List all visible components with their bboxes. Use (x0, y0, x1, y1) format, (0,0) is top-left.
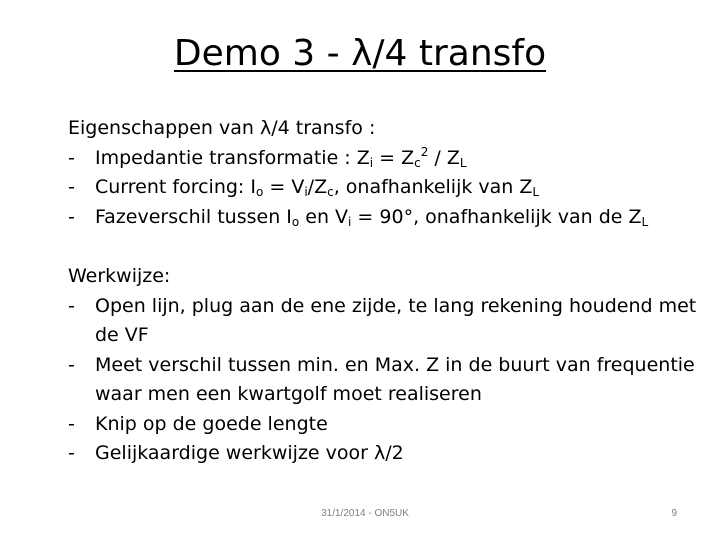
slide-body (68, 114, 708, 469)
method-text: Open lijn, plug aan de ene zijde, te lang rekening houdend met de VF (95, 294, 697, 346)
property-item (68, 203, 708, 233)
bullet-dash: - (68, 146, 75, 169)
method-heading: Werkwijze: (68, 265, 171, 287)
bullet-dash: - (68, 205, 75, 228)
bullet-dash: - (68, 442, 75, 464)
method-item (68, 351, 708, 410)
method-text: Meet verschil tussen min. en Max. Z in de buurt van frequentie waar men een kwartgolf moet realiseren (95, 353, 695, 405)
page-number: 9 (671, 508, 677, 519)
slide-footer: 31/1/2014 - ON5UK (321, 508, 409, 519)
slide-title: Demo 3 - λ/4 transfo (173, 33, 547, 74)
property-item (68, 173, 708, 203)
property-current-forcing: Current forcing: $I_o = V_i/Z_c$, onafhankelijk van $Z_L$ (95, 176, 540, 199)
property-impedance: Impedantie transformatie : $Z_i = Z_c^2 / Z_L$ (95, 144, 467, 170)
property-phase-difference: Fazeverschil tussen $I_o$ en $V_i = 90^\circ$, onafhankelijk van de $Z_L$ (95, 205, 649, 229)
method-item (68, 410, 708, 440)
bullet-dash: - (68, 412, 75, 435)
method-text: Knip op de goede lengte (95, 412, 328, 435)
bullet-dash: - (68, 294, 75, 317)
method-item (68, 439, 708, 469)
method-text: Gelijkaardige werkwijze voor λ/2 (95, 442, 404, 464)
bullet-dash: - (68, 353, 75, 376)
properties-heading: Eigenschappen van λ/4 transfo : (68, 117, 376, 139)
method-item (68, 292, 708, 351)
property-item (68, 144, 708, 174)
bullet-dash: - (68, 176, 75, 198)
